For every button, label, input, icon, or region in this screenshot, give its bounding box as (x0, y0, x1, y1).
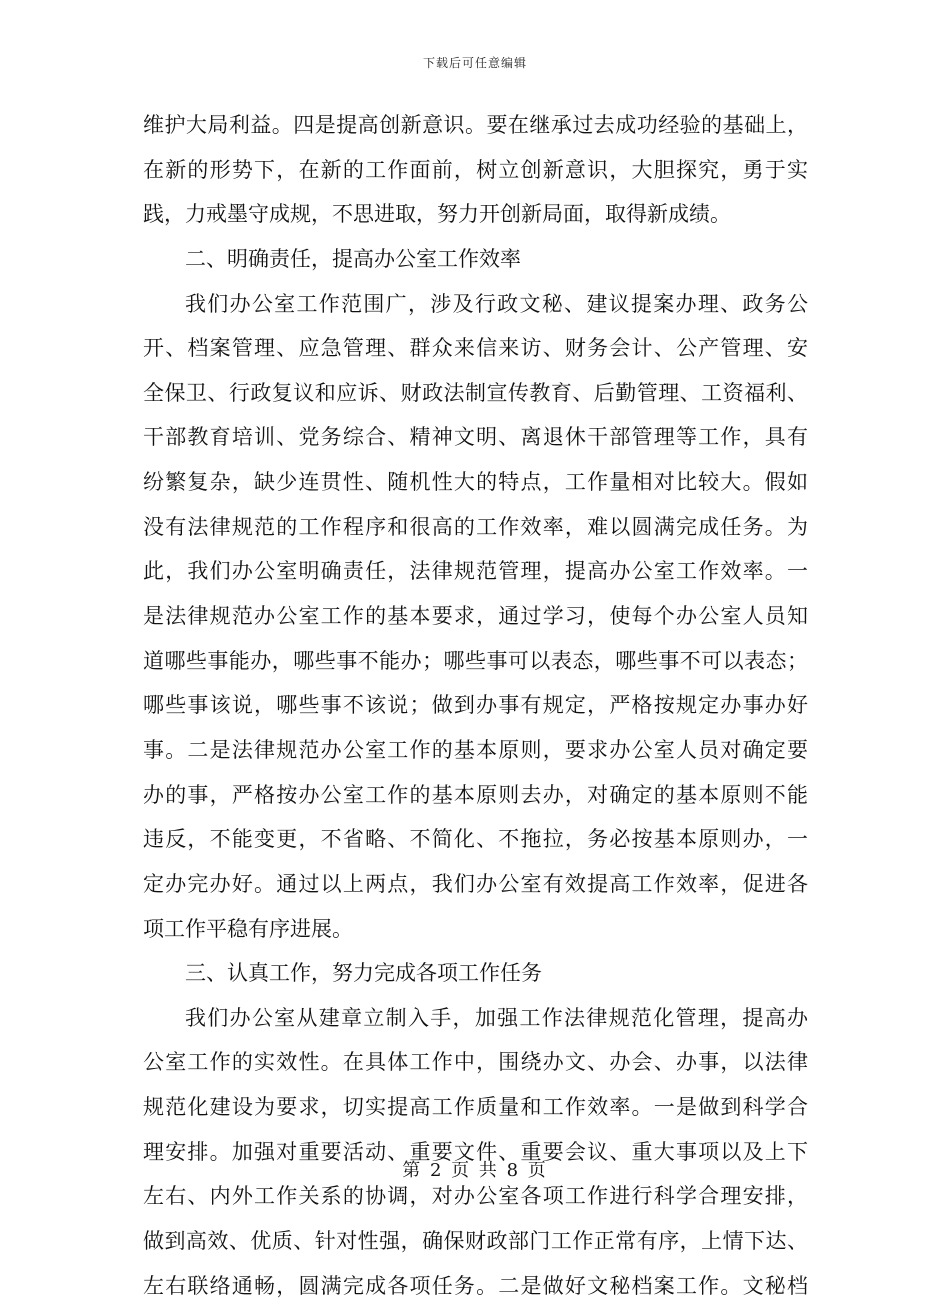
body-line: 是法律规范办公室工作的基本要求，通过学习，使每个办公室人员知 (143, 604, 808, 629)
page-number-footer: 第 2 页 共 8 页 (402, 1160, 548, 1181)
body-line: 我们办公室从建章立制入手，加强工作法律规范化管理，提高办 (185, 1005, 808, 1030)
body-line: 干部教育培训、党务综合、精神文明、离退休干部管理等工作，具有 (143, 425, 808, 450)
body-line: 左右、内外工作关系的协调，对办公室各项工作进行科学合理安排， (143, 1184, 808, 1209)
body-line: 办的事，严格按办公室工作的基本原则去办，对确定的基本原则不能 (143, 782, 808, 807)
body-line: 践，力戒墨守成规，不思进取，努力开创新局面，取得新成绩。 (143, 202, 731, 227)
body-line: 项工作平稳有序进展。 (143, 916, 353, 941)
body-line: 维护大局利益。四是提高创新意识。要在继承过去成功经验的基础上， (143, 113, 808, 137)
body-line: 我们办公室工作范围广，涉及行政文秘、建议提案办理、政务公 (185, 291, 808, 316)
body-line: 没有法律规范的工作程序和很高的工作效率，难以圆满完成任务。为 (143, 514, 808, 539)
body-line: 做到高效、优质、针对性强，确保财政部门工作正常有序，上情下达、 (143, 1229, 808, 1254)
body-line: 左右联络通畅，圆满完成各项任务。二是做好文秘档案工作。文秘档 (143, 1273, 808, 1298)
body-line: 哪些事该说，哪些事不该说；做到办事有规定，严格按规定办事办好 (143, 693, 808, 718)
body-line: 理安排。加强对重要活动、重要文件、重要会议、重大事项以及上下 (143, 1139, 808, 1164)
body-line: 此，我们办公室明确责任，法律规范管理，提高办公室工作效率。一 (143, 559, 808, 584)
body-line: 规范化建设为要求，切实提高工作质量和工作效率。一是做到科学合 (143, 1095, 808, 1120)
body-line: 纷繁复杂，缺少连贯性、随机性大的特点，工作量相对比较大。假如 (143, 470, 808, 495)
document-body (143, 103, 808, 1308)
section-heading: 二、明确责任，提高办公室工作效率 (185, 246, 521, 271)
body-line: 全保卫、行政复议和应诉、财政法制宣传教育、后勤管理、工资福利、 (143, 380, 808, 405)
body-line: 道哪些事能办，哪些事不能办；哪些事可以表态，哪些事不可以表态； (143, 648, 808, 673)
body-line: 事。二是法律规范办公室工作的基本原则，要求办公室人员对确定要 (143, 737, 808, 762)
body-line: 公室工作的实效性。在具体工作中，围绕办文、办会、办事，以法律 (143, 1050, 808, 1075)
body-line: 开、档案管理、应急管理、群众来信来访、财务会计、公产管理、安 (143, 336, 808, 361)
body-line: 违反，不能变更，不省略、不简化、不拖拉，务必按基本原则办，一 (143, 827, 808, 852)
body-line: 在新的形势下，在新的工作面前，树立创新意识，大胆探究，勇于实 (143, 157, 808, 182)
body-line: 定办完办好。通过以上两点，我们办公室有效提高工作效率，促进各 (143, 871, 808, 896)
page-header-note: 下载后可任意编辑 (422, 56, 527, 70)
section-heading: 三、认真工作，努力完成各项工作任务 (185, 961, 542, 986)
